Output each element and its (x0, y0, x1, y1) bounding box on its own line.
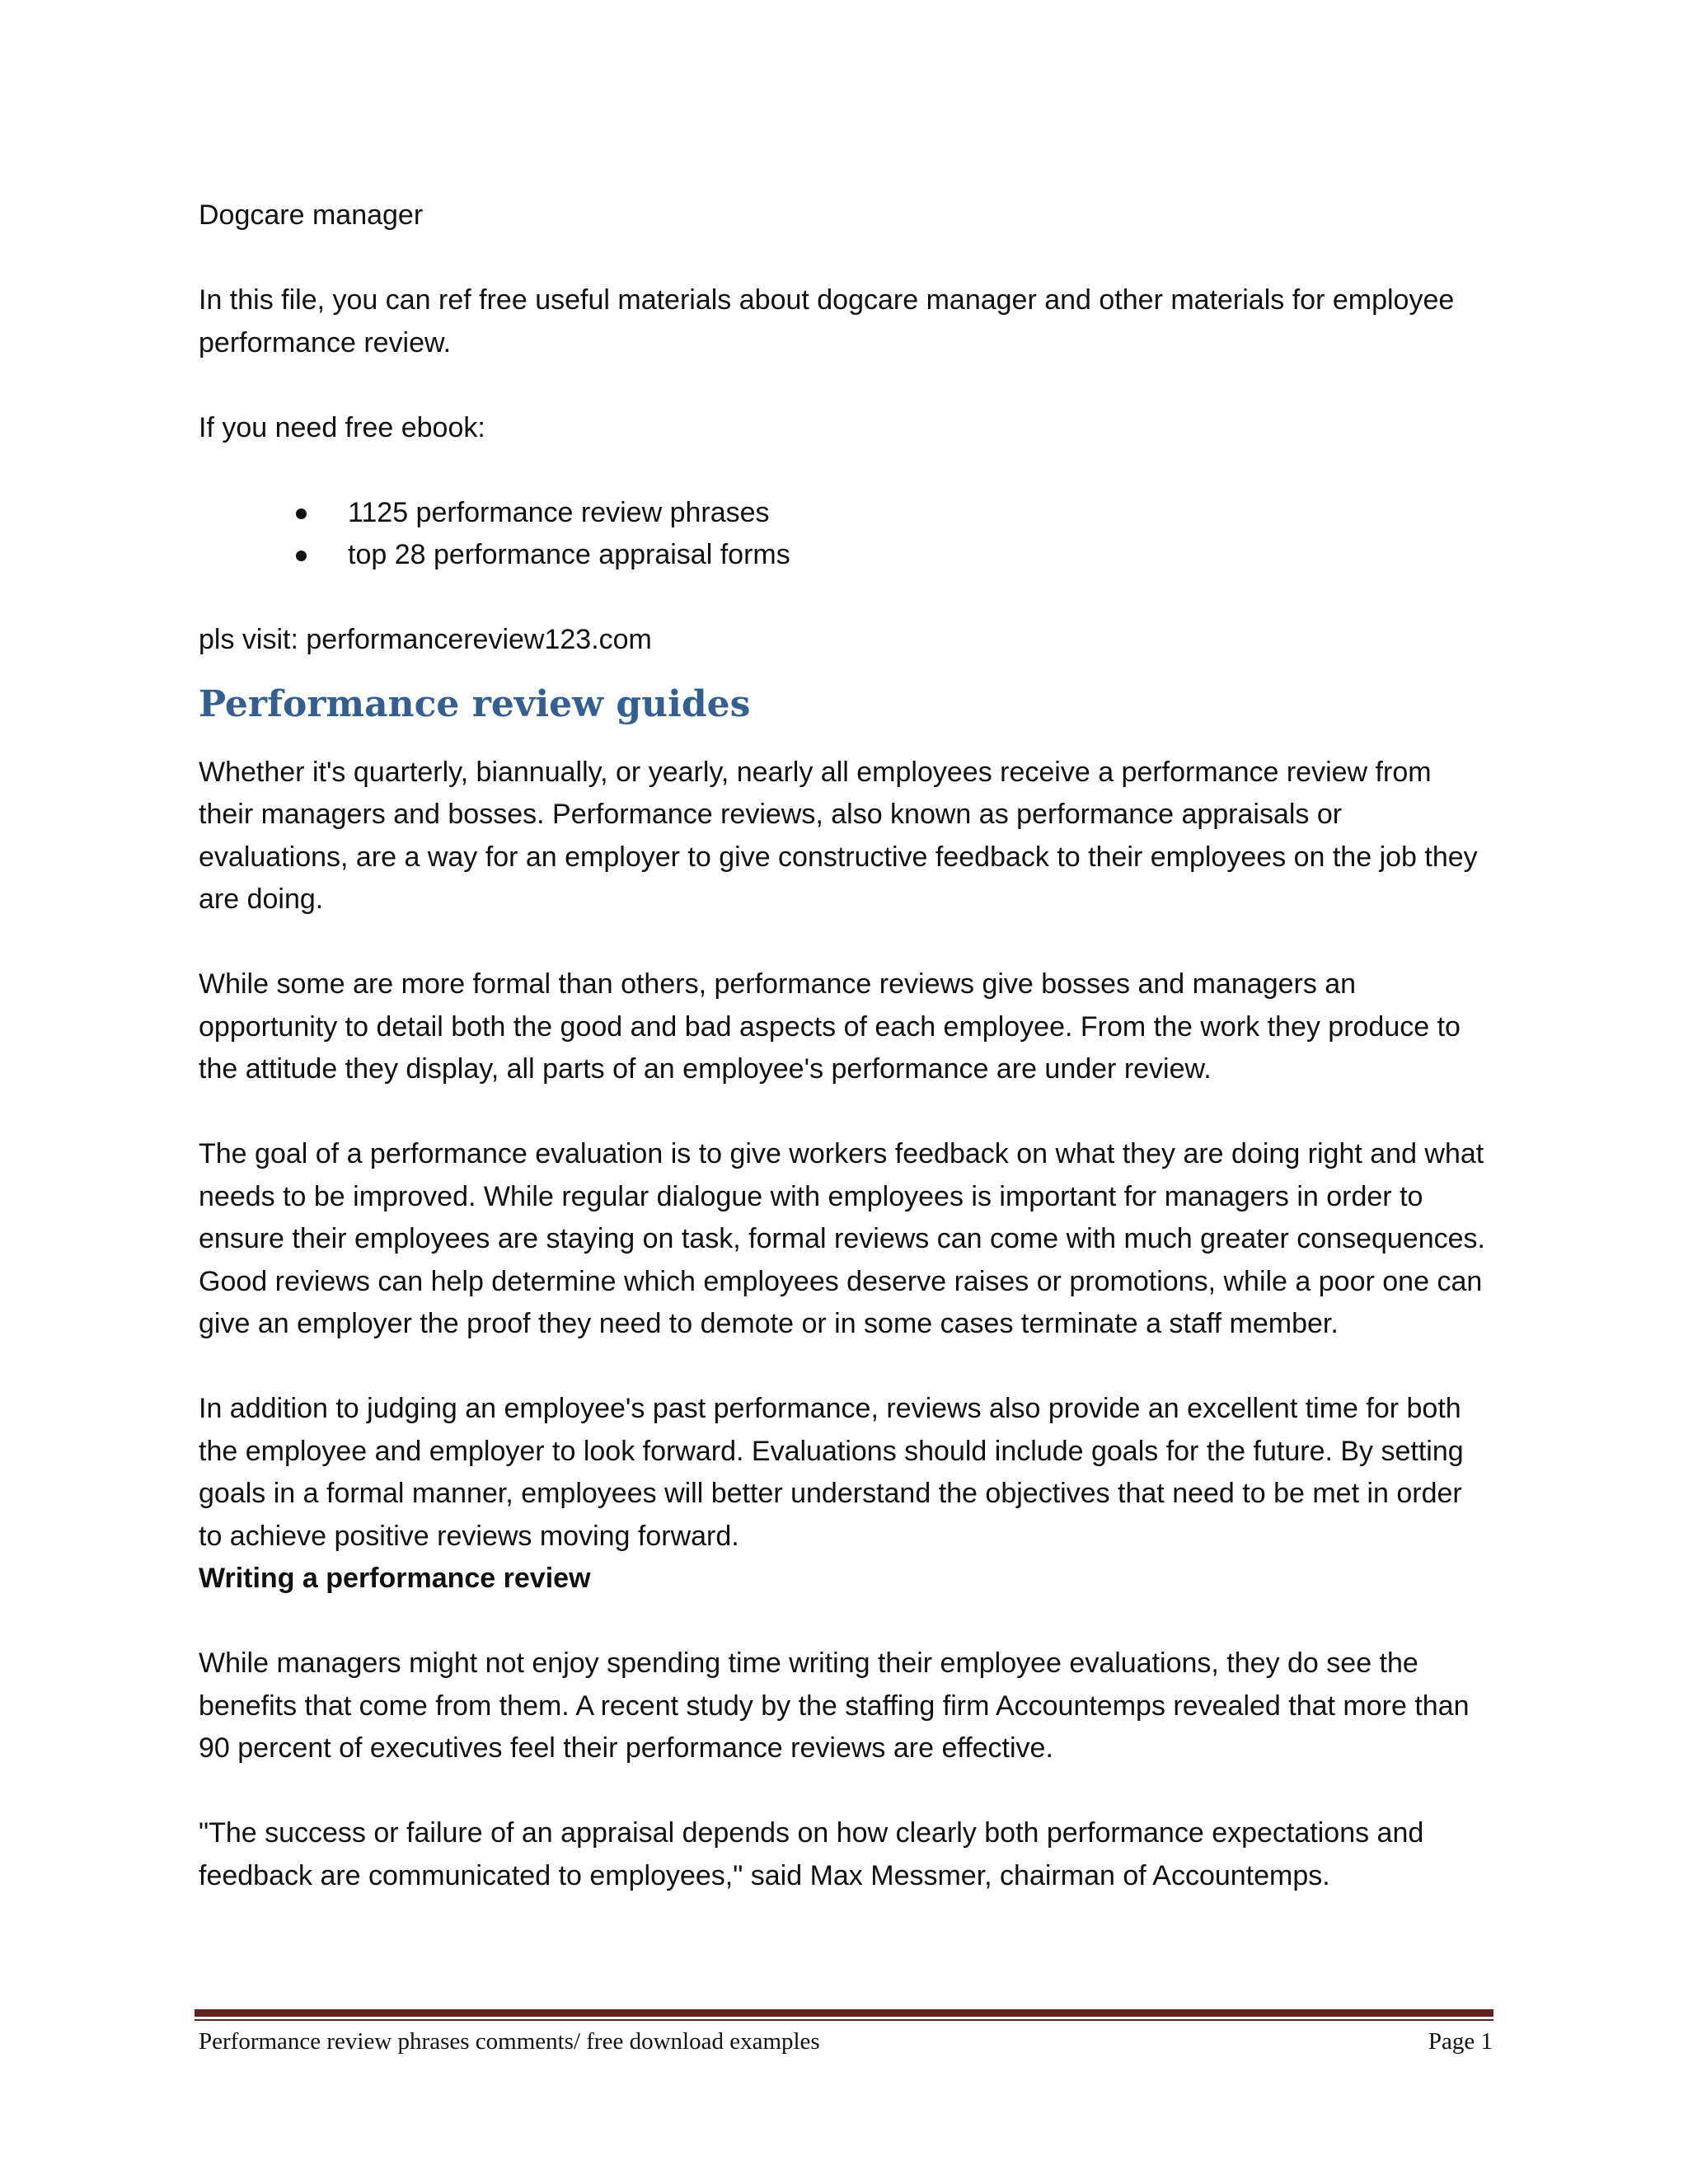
subheading: Writing a performance review (199, 1563, 591, 1594)
footer-left-text: Performance review phrases comments/ free download examples (199, 2028, 820, 2055)
list-item (199, 534, 1493, 577)
bullet-icon (296, 551, 307, 561)
spacer (199, 1346, 1493, 1389)
footer-divider (195, 2009, 1493, 2022)
list-item-text: 1125 performance review phrases (348, 496, 770, 528)
body-paragraph: While managers might not enjoy spending time writing their employee evaluations, they do see the benefits that come from them. A recent study by the staffing firm Accountemps revealed that more than 90 percent of executives feel their performance reviews are effective. (199, 1647, 1470, 1764)
spacer (199, 1091, 1493, 1134)
page-body (199, 194, 1493, 1897)
spacer (199, 364, 1493, 407)
list-item-text: top 28 performance appraisal forms (348, 539, 790, 570)
spacer (199, 577, 1493, 620)
document-title-line: Dogcare manager (199, 199, 424, 231)
ebook-prompt: If you need free ebook: (199, 411, 485, 443)
spacer (199, 1601, 1493, 1643)
spacer (199, 449, 1493, 492)
list-item (199, 492, 1493, 535)
body-paragraph: Whether it's quarterly, biannually, or yearly, nearly all employees receive a performance review from their managers and bosses. Performance reviews, also known as performance appraisals or evaluations, are a way for an employer to give constructive feedback to their employees on the job they are doing. (199, 756, 1478, 915)
section-heading: Performance review guides (199, 682, 751, 725)
intro-paragraph: In this file, you can ref free useful materials about dogcare manager and other materials for employee performance review. (199, 284, 1455, 359)
spacer (199, 237, 1493, 280)
spacer (199, 1770, 1493, 1813)
body-paragraph: The goal of a performance evaluation is to give workers feedback on what they are doing right and what needs to be improved. While regular dialogue with employees is important for managers in order to ensure their employees are staying on task, formal reviews can come with much greater consequences. Good reviews can help determine which employees deserve raises or promotions, while a poor one can give an employer the proof they need to demote or in some cases terminate a staff member. (199, 1138, 1485, 1339)
spacer (199, 921, 1493, 964)
page-number: Page 1 (1428, 2028, 1493, 2055)
footer-divider-thin (195, 2019, 1493, 2021)
body-paragraph: While some are more formal than others, performance reviews give bosses and managers an opportunity to detail both the good and bad aspects of each employee. From the work they produce to the attitude they display, all parts of an employee's performance are under review. (199, 968, 1461, 1085)
visit-line: pls visit: performancereview123.com (199, 624, 652, 655)
page-footer (199, 2024, 1493, 2059)
footer-divider-thick (195, 2009, 1493, 2017)
body-paragraph: In addition to judging an employee's past performance, reviews also provide an excellent time for both the employee and employer to look forward. Evaluations should include goals for the future. By setting goals in a formal manner, employees will better understand the objectives that need to be met in order to achieve positive reviews moving forward. (199, 1393, 1464, 1552)
bullet-icon (296, 509, 307, 519)
quote-paragraph: "The success or failure of an appraisal depends on how clearly both performance expectations and feedback are communicated to employees," said Max Messmer, chairman of Accountemps. (199, 1817, 1424, 1891)
ebook-list (199, 492, 1493, 577)
